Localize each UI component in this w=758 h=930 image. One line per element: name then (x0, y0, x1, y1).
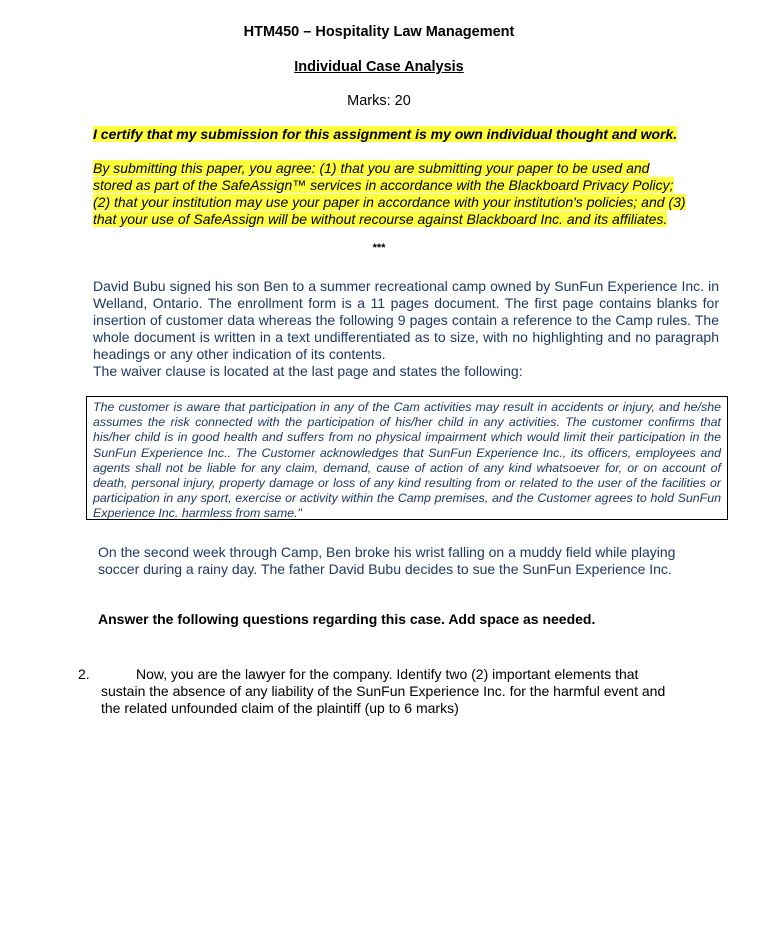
question-line: sustain the absence of any liability of the SunFun Experience Inc. for the harmful event and (101, 683, 666, 699)
question-line: the related unfounded claim of the plaintiff (up to 6 marks) (101, 700, 459, 716)
waiver-clause-box (86, 396, 728, 520)
assignment-subtitle: Individual Case Analysis (294, 59, 464, 75)
case-intro-paragraph: David Bubu signed his son Ben to a summer recreational camp owned by SunFun Experience Inc. in Welland, Ontario. The enrollment form is a 11 pages document. The first page contains blanks for insertion of customer data whereas the following 9 pages contain a reference to the Camp rules. The whole document is written in a text undifferentiated as to size, with no highlighting and no paragraph headings or any other indication of its contents. (93, 278, 719, 362)
certification-statement (93, 126, 733, 143)
agreement-line: stored as part of the SafeAssign™ services in accordance with the Blackboard Privacy Policy; (93, 177, 674, 193)
agreement-line: that your use of SafeAssign will be without recourse against Blackboard Inc. and its affiliates. (93, 211, 668, 227)
waiver-clause-text: The customer is aware that participation in any of the Cam activities may result in accidents or injury, and he/she assumes the risk connected with the participation of his/her child in any activities. The customer confirms that his/her child is in good health and suffers from no physical impairment which would limit their participation in the SunFun Experience Inc.. The Customer acknowledges that SunFun Experience Inc., its officers, employees and agents shall not be liable for any claim, demand, cause of action of any kind whatsoever for, or on account of death, personal injury, property damage or loss of any kind resulting from or related to the user of the facilities or participation in any sport, exercise or activity within the Camp premises, and the Customer agrees to hold SunFun Experience Inc. harmless from same." (93, 400, 721, 521)
agreement-line: By submitting this paper, you agree: (1) that you are submitting your paper to be used and (93, 160, 650, 176)
certification-text: I certify that my submission for this assignment is my own individual thought and work. (93, 126, 678, 142)
case-intro (93, 278, 719, 380)
marks-label: Marks: 20 (347, 93, 411, 109)
question-number: 2. (78, 666, 90, 682)
agreement-line: (2) that your institution may use your paper in accordance with your institution's policies; and (3) (93, 194, 686, 210)
waiver-location-text: The waiver clause is located at the last page and states the following: (93, 363, 523, 379)
incident-description: On the second week through Camp, Ben broke his wrist falling on a muddy field while playing soccer during a rainy day. The father David Bubu decides to sue the SunFun Experience Inc. (98, 544, 676, 577)
question-2 (78, 666, 718, 717)
question-first-line: Now, you are the lawyer for the company. Identify two (2) important elements that (136, 666, 639, 682)
course-title: HTM450 – Hospitality Law Management (243, 24, 515, 40)
section-separator: *** (372, 242, 386, 254)
answer-instruction: Answer the following questions regarding this case. Add space as needed. (98, 611, 596, 627)
safeassign-agreement (93, 160, 718, 228)
